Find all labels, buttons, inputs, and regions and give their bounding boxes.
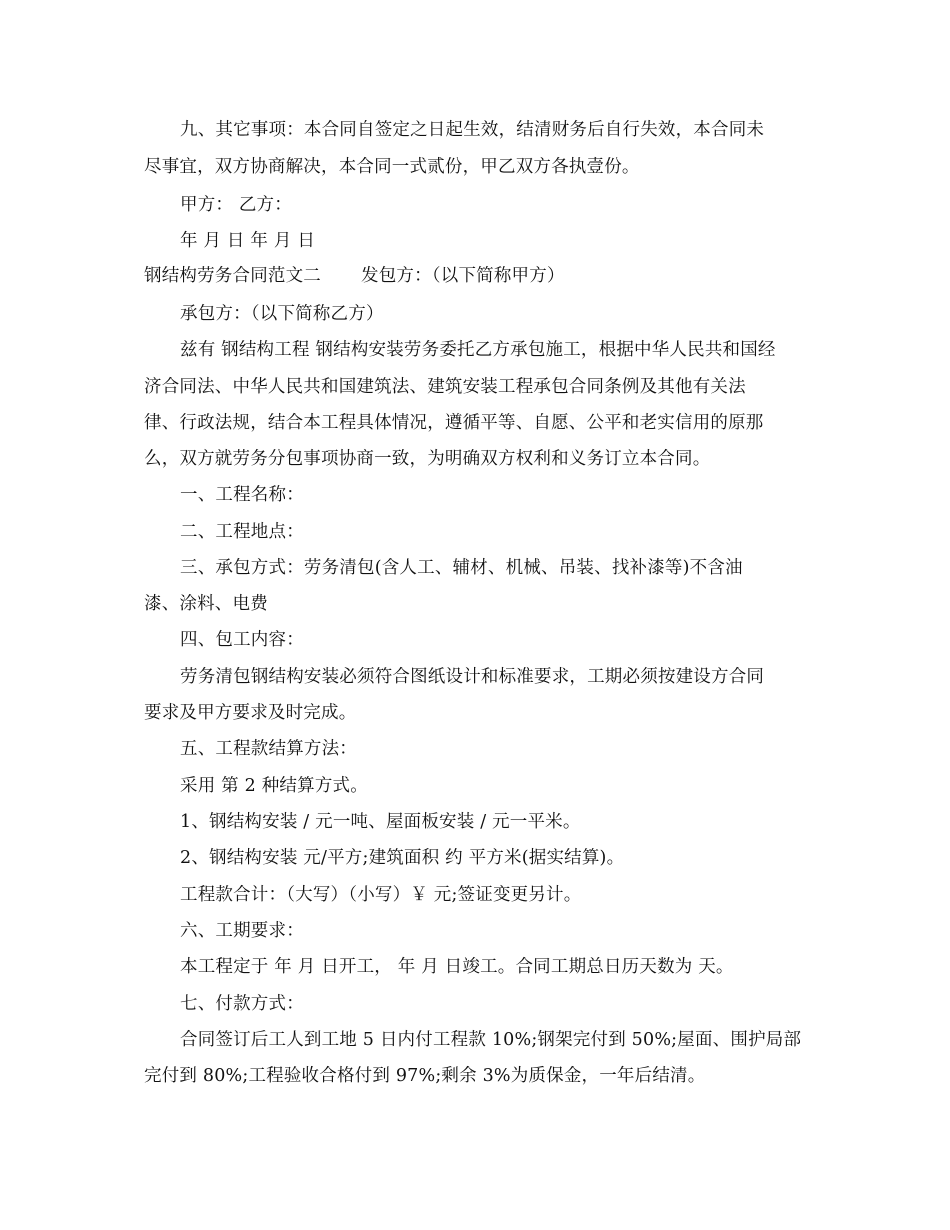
intro-line-4: 么，双方就劳务分包事项协商一致，为明确双方权利和义务订立本合同。 — [144, 449, 711, 469]
section-5-total: 工程款合计：（大写）（小写）￥ 元;签证变更另计。 — [180, 885, 582, 905]
section-4-body-1: 劳务清包钢结构安装必须符合图纸设计和标准要求，工期必须按建设方合同 — [180, 667, 765, 687]
section-7-body-1: 合同签订后工人到工地 5 日内付工程款 10%;钢架完付到 50%;屋面、围护局部 — [180, 1030, 802, 1050]
title-row — [144, 264, 565, 288]
contractor-label: 发包方：（以下简称甲方） — [361, 266, 565, 286]
section-3-line-1: 三、承包方式：劳务清包(含人工、辅材、机械、吊装、找补漆等)不含油 — [180, 558, 743, 578]
section-1-heading: 一、工程名称： — [180, 485, 304, 505]
section-5-option-2: 2、钢结构安装 元/平方;建筑面积 约 平方米(据实结算)。 — [180, 848, 625, 868]
section-6-heading: 六、工期要求： — [180, 921, 304, 941]
clause-9-line-1: 九、其它事项：本合同自签定之日起生效，结清财务后自行失效，本合同未 — [180, 120, 765, 140]
clause-9-line-2: 尽事宜，双方协商解决，本合同一式贰份，甲乙双方各执壹份。 — [144, 157, 640, 177]
section-4-body-2: 要求及甲方要求及时完成。 — [144, 703, 357, 723]
section-3-line-2: 漆、涂料、电费 — [144, 594, 268, 614]
intro-line-3: 律、行政法规，结合本工程具体情况，遵循平等、自愿、公平和老实信用的原那 — [144, 413, 764, 433]
subcontractor-label: 承包方：（以下简称乙方） — [180, 304, 384, 324]
contract-title: 钢结构劳务合同范文二 — [144, 266, 321, 286]
section-2-heading: 二、工程地点： — [180, 522, 304, 542]
section-5-method: 采用 第 2 种结算方式。 — [180, 776, 368, 796]
intro-line-2: 济合同法、中华人民共和国建筑法、建筑安装工程承包合同条例及其他有关法 — [144, 377, 746, 397]
signature-parties: 甲方： 乙方： — [180, 195, 292, 215]
section-7-body-2: 完付到 80%;工程验收合格付到 97%;剩余 3%为质保金，一年后结清。 — [144, 1066, 706, 1086]
section-4-heading: 四、包工内容： — [180, 630, 304, 650]
section-5-option-1: 1、钢结构安装 / 元一吨、屋面板安装 / 元一平米。 — [180, 812, 581, 832]
section-5-heading: 五、工程款结算方法： — [180, 739, 357, 759]
section-7-heading: 七、付款方式： — [180, 994, 304, 1014]
intro-line-1: 兹有 钢结构工程 钢结构安装劳务委托乙方承包施工，根据中华人民共和国经 — [180, 340, 776, 360]
signature-date: 年 月 日 年 月 日 — [180, 231, 316, 251]
section-6-body: 本工程定于 年 月 日开工， 年 月 日竣工。合同工期总日历天数为 天。 — [180, 957, 734, 977]
